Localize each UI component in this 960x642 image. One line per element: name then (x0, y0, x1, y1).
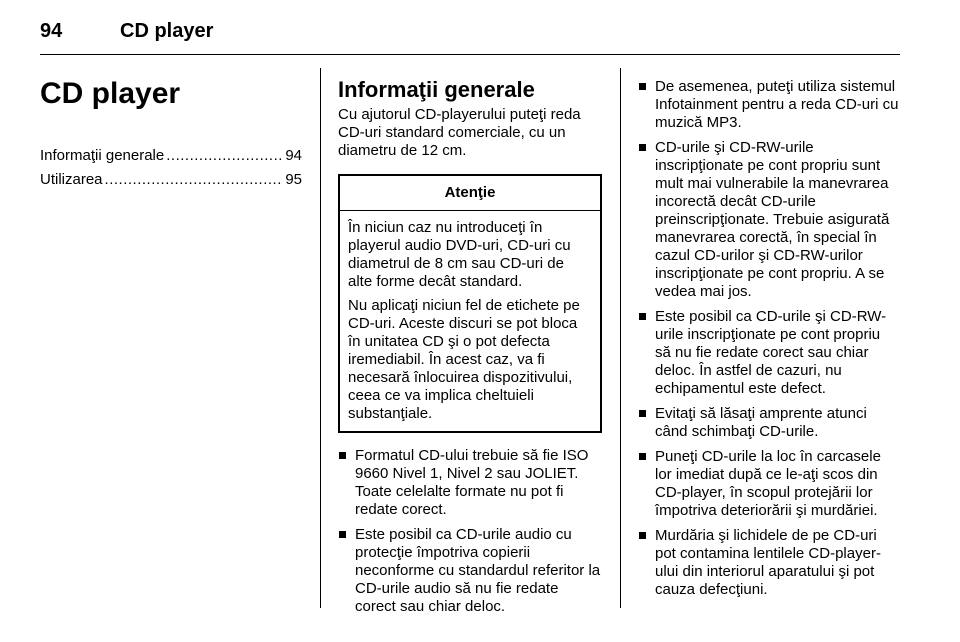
page-number: 94 (40, 20, 63, 42)
intro-paragraph: Cu ajutorul CD-playerului puteţi reda CD-uri standard comerciale, cu un diametru de 12 cm. (338, 106, 581, 159)
list-item (338, 447, 602, 519)
bullet-square-icon (339, 531, 346, 538)
bullet-square-icon (639, 532, 646, 539)
toc-dot-leader (166, 144, 283, 168)
toc-entry-page: 95 (285, 171, 302, 188)
list-item (638, 527, 900, 599)
main-column-left (338, 68, 602, 623)
list-item-text: Este posibil ca CD-urile audio cu protecţie împotriva copierii neconforme cu standardul referitor la CD-urile audio să nu fie redate corect sau chiar deloc. (355, 526, 601, 615)
page-header (40, 14, 900, 55)
section-title: Informaţii generale (338, 77, 535, 102)
toc-entry-label: Informaţii generale (40, 147, 165, 164)
bullet-square-icon (639, 410, 646, 417)
list-item (338, 526, 602, 616)
warning-box (338, 174, 602, 433)
warning-body (340, 211, 600, 431)
table-of-contents (40, 144, 302, 192)
bullet-square-icon (639, 144, 646, 151)
toc-dot-leader (105, 168, 284, 192)
bullet-square-icon (639, 453, 646, 460)
list-item-text: Evitaţi să lăsaţi amprente atunci când schimbaţi CD-urile. (655, 405, 867, 440)
list-item-text: De asemenea, puteţi utiliza sistemul Infotainment pentru a reda CD-uri cu muzică MP3. (655, 78, 899, 131)
list-item (638, 448, 900, 520)
bullet-list (638, 78, 900, 599)
warning-heading: Atenţie (340, 176, 600, 211)
toc-entry-utilizarea[interactable] (40, 168, 302, 192)
bullet-list (338, 447, 602, 616)
toc-entry-label: Utilizarea (40, 171, 103, 188)
header-title: CD player (120, 20, 214, 42)
warning-paragraph: Nu aplicaţi niciun fel de etichete pe CD-uri. Aceste discuri se pot bloca în unitatea CD şi o pot defecta iremediabil. În acest caz, va fi necesară înlocuirea dispozitivului, ceea ce va implica cheltuieli substanţiale. (348, 297, 580, 422)
list-item-text: Este posibil ca CD-urile şi CD-RW-urile inscripţionate pe cont propriu să nu fie redate corect sau chiar deloc. În astfel de cazuri, nu echipamentul este defect. (655, 308, 887, 397)
bullet-square-icon (639, 313, 646, 320)
chapter-title: CD player (40, 77, 181, 110)
column-divider (620, 68, 621, 608)
list-item (638, 78, 900, 132)
list-item-text: CD-urile şi CD-RW-urile inscripţionate pe cont propriu sunt mult mai vulnerabile la manevrarea incorectă decât CD-urile preinscripţionate. Trebuie asigurată manevrarea corectă, în special în cazul CD-urilor şi CD-RW-urilor inscripţionate pe cont propriu. A se vedea mai jos. (655, 139, 890, 300)
list-item (638, 405, 900, 441)
column-divider (320, 68, 321, 608)
toc-entry-informatii-generale[interactable] (40, 144, 302, 168)
main-column-right (638, 68, 900, 606)
bullet-square-icon (339, 452, 346, 459)
warning-paragraph: În niciun caz nu introduceţi în playerul audio DVD-uri, CD-uri cu diametrul de 8 cm sau CD-uri de alte forme decât standard. (348, 219, 571, 290)
list-item (638, 308, 900, 398)
list-item-text: Puneţi CD-urile la loc în carcasele lor imediat după ce le-aţi scos din CD-player, în scopul protejării lor împotriva deteriorării şi murdăriei. (655, 448, 881, 519)
list-item-text: Formatul CD-ului trebuie să fie ISO 9660 Nivel 1, Nivel 2 sau JOLIET. Toate celelalte formate nu pot fi redate corect. (355, 447, 589, 518)
bullet-square-icon (639, 83, 646, 90)
list-item-text: Murdăria şi lichidele de pe CD-uri pot contamina lentilele CD-player-ului din interiorul aparatului şi pot cauza defecţiuni. (655, 527, 881, 598)
toc-entry-page: 94 (285, 147, 302, 164)
list-item (638, 139, 900, 301)
sidebar-column (40, 68, 302, 192)
